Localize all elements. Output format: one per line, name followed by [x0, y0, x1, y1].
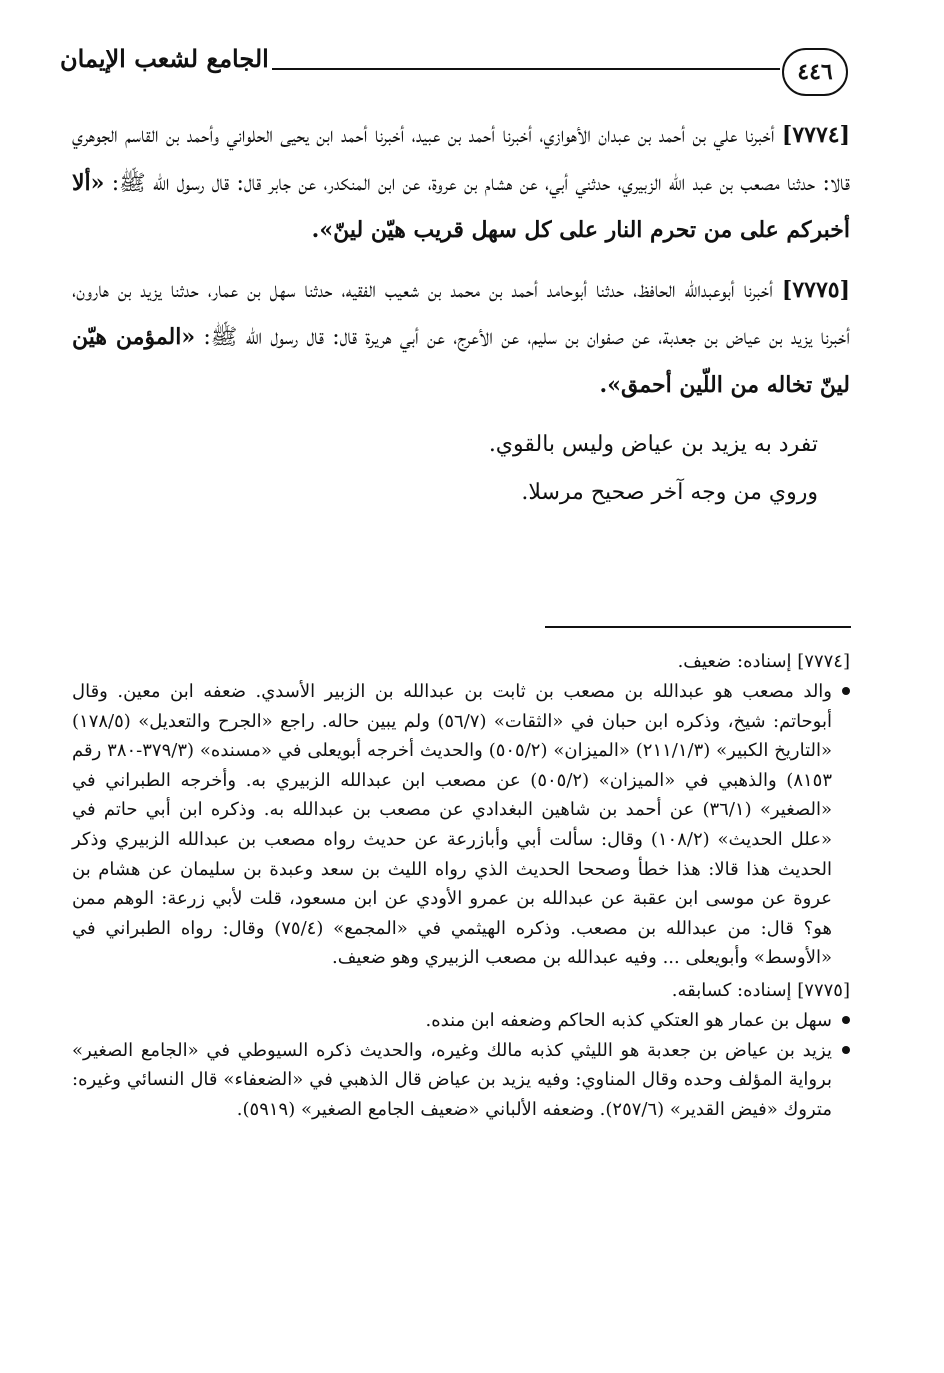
footnote-text: يزيد بن عياض بن جعدبة هو الليثي كذبه مالك وغيره، والحديث ذكره السيوطي في «الجامع الصغير» برواية المؤلف وحده وقال المناوي: وفيه يزيد بن عياض قال الذهبي في «الضعفاء» قال النسائي وغيره: متروك «فيض القدير» (٢٥٧/٦). وضعفه الألباني «ضعيف الجامع الصغير» (٥٩١٩). [72, 1039, 832, 1120]
author-notes [72, 421, 850, 516]
hadith-isnad: أخبرنا علي بن أحمد بن عبدان الأهوازي، أخبرنا أحمد بن عبيد، أخبرنا أحمد ابن يحيى الحلواني وأحمد بن القاسم الجوهري قالا: حدثنا مصعب بن عبد الله الزبيري، حدثني أبي، عن هشام بن عروة، عن ابن المنكدر، عن جابر قال: قال رسول الله ﷺ: [72, 123, 850, 196]
author-note: وروي من وجه آخر صحيح مرسلا. [521, 479, 818, 505]
footnote-paragraph [72, 677, 850, 973]
hadith-7775 [72, 267, 850, 410]
footnotes [72, 646, 850, 1124]
main-text [72, 112, 850, 516]
footnote-divider [545, 626, 851, 628]
footnote-text: سهل بن عمار هو العتكي كذبه الحاكم وضعفه ابن منده. [425, 1009, 832, 1031]
page-number: ٤٤٦ [782, 48, 848, 96]
hadith-matn: «المؤمن هيّن لينّ تخاله من اللّين أحمق». [72, 324, 850, 398]
header-rule [272, 68, 780, 70]
hadith-isnad: أخبرنا أبوعبدالله الحافظ، حدثنا أبوحامد أحمد بن محمد بن شعيب الفقيه، حدثنا سهل بن عمار، حدثنا يزيد بن هارون، أخبرنا يزيد بن عياض بن جعدبة، عن صفوان بن سليم، عن الأعرج، عن أبي هريرة قال: قال رسول الله ﷺ: [72, 277, 851, 350]
footnote-paragraph [72, 1036, 850, 1125]
footnote-paragraph [72, 1006, 850, 1036]
hadith-matn: «ألا أخبركم على من تحرم النار على كل سهل قريب هيّن لينّ». [72, 169, 850, 243]
footnote-text: والد مصعب هو عبدالله بن مصعب بن ثابت بن عبدالله بن الزبير الأسدي. ضعفه ابن معين. وقال أبوحاتم: شيخ، وذكره ابن حبان في «الثقات» (٥٦/٧) ولم يبين حاله. راجع «الجرح والتعديل» (١٧٨/٥) «التاريخ الكبير» (٢١١/١/٣) «الميزان» (٥٠٥/٢) والحديث أخرجه أبويعلى في «مسنده» (٣٧٩/٣-٣٨٠ رقم ٨١٥٣) والذهبي في «الميزان» (٥٠٥/٢) عن مصعب ابن عبدالله الزبيري به. وأخرجه الطبراني في «الصغير» (٣٦/١) عن أحمد بن شاهين البغدادي عن مصعب بن عبدالله به. وذكره ابن أبي حاتم في «علل الحديث» (١٠٨/٢) وقال: سألت أبي وأبازرعة عن حديث رواه مصعب بن عبدالله الزبيري وذكر الحديث هذا قالا: هذا خطأ وصححا الحديث الذي رواه الليث بن سعد وعبدة بن سليمان عن هشام بن عروة عن موسى ابن عقبة عن عبدالله بن عمرو الأودي عن ابن مسعود، قلت لأبي زرعة: الوهم ممن هو؟ قال: من عبدالله بن مصعب. وذكره الهيثمي في «المجمع» (٧٥/٤) وقال: رواه الطبراني في «الأوسط» وأبويعلى ... وفيه عبدالله بن مصعب الزبيري وهو ضعيف. [72, 681, 833, 969]
hadith-7774 [72, 112, 850, 255]
author-note: تفرد به يزيد بن عياض وليس بالقوي. [488, 432, 818, 457]
bullet-icon [842, 1016, 850, 1024]
hadith-number: [٧٧٧٤] [781, 122, 850, 148]
book-title: الجامع لشعب الإيمان [60, 44, 269, 73]
footnote-heading: [٧٧٧٥] إسناده: كسابقه. [671, 979, 850, 1001]
footnote-heading: [٧٧٧٤] إسناده: ضعيف. [677, 651, 850, 672]
bullet-icon [842, 687, 850, 695]
hadith-number: [٧٧٧٥] [781, 276, 850, 303]
bullet-icon [842, 1046, 850, 1054]
